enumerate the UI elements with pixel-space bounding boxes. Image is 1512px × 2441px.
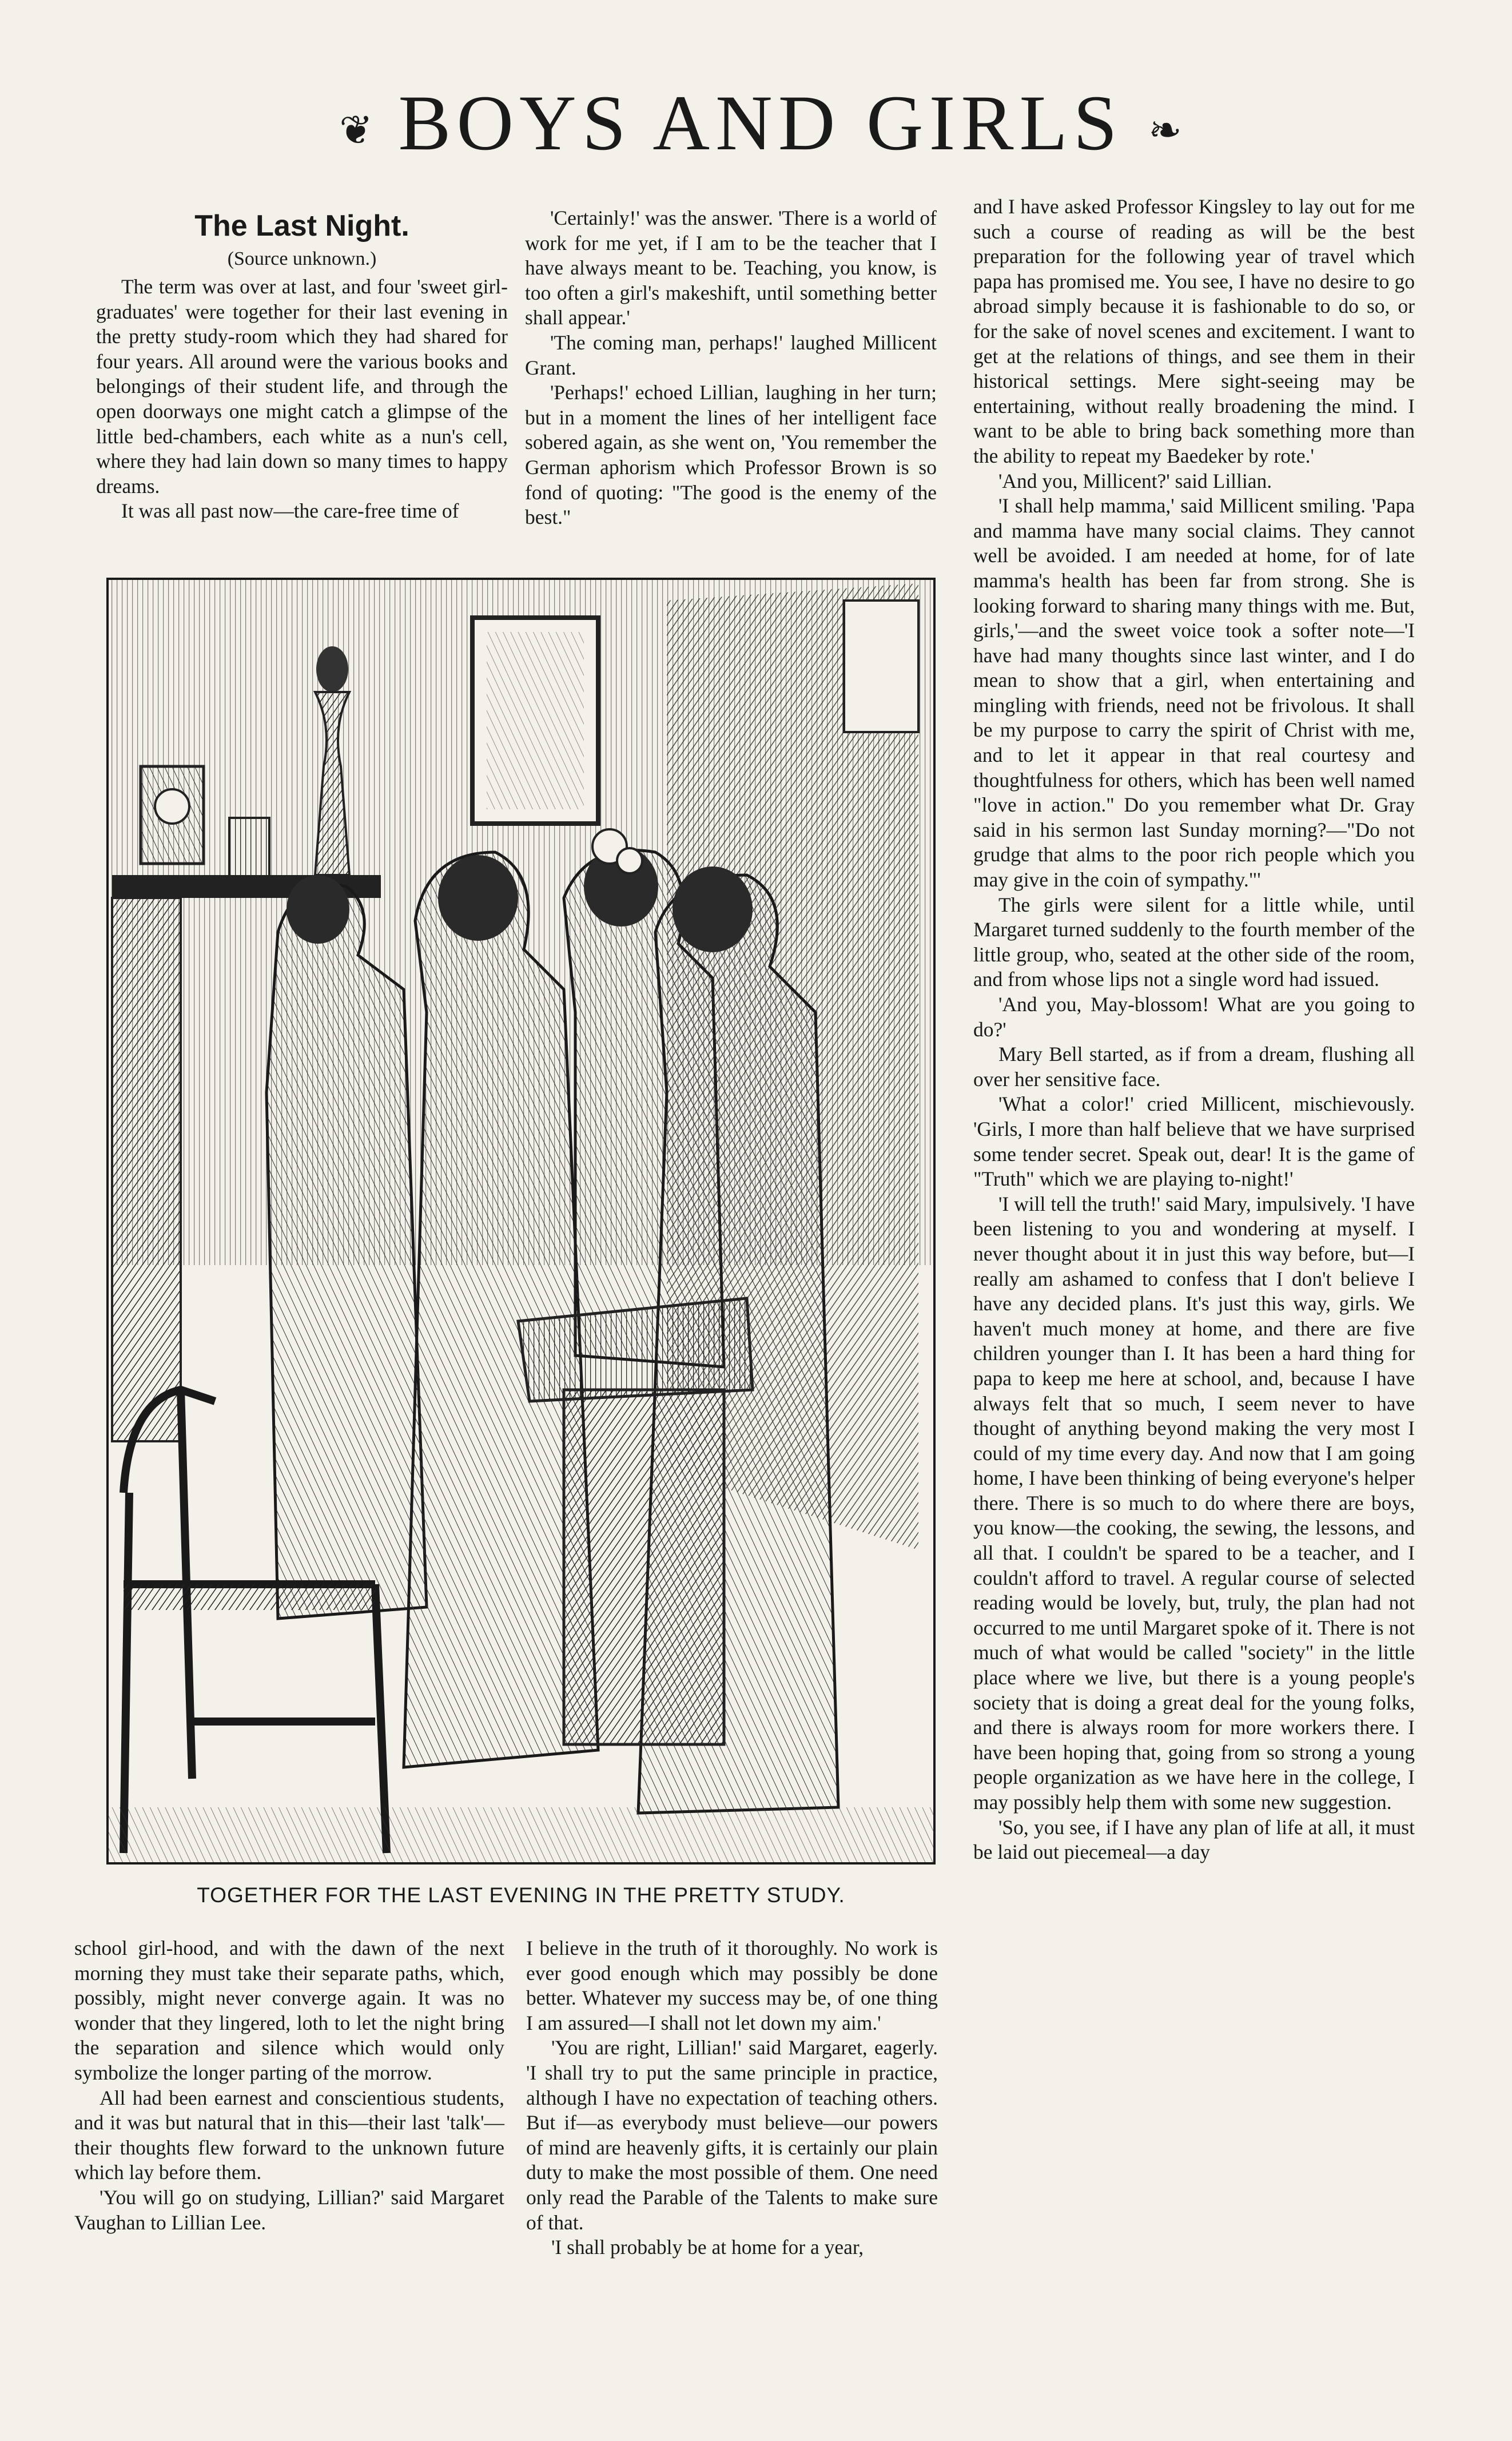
paragraph: 'What a color!' cried Millicent, mischievously. 'Girls, I more than half believe that we have surprised some tender secret. Speak out, dear! It is the game of "Truth" which we are playing to-night!' [973,1092,1415,1191]
paragraph: Mary Bell started, as if from a dream, flushing all over her sensitive face. [973,1043,1415,1091]
article-title: The Last Night. [194,209,409,242]
paragraph: It was all past now—the care-free time of [121,499,459,523]
paragraph: The girls were silent for a little while, until Margaret turned suddenly to the fourth member of the little group, who, seated at the other side of the room, and from whose lips not a single word had issued. [973,893,1415,991]
paragraph: All had been earnest and conscientious students, and it was but natural that in this—their last 'talk'—their thoughts flew forward to the unknown future which lay before them. [74,2086,504,2184]
paragraph: 'I shall probably be at home for a year, [551,2236,864,2259]
column-1-bottom [74,1936,504,2235]
engraving-illustration [106,578,936,1864]
column-1-top [96,206,508,524]
paragraph: 'And you, May-blossom! What are you going to do?' [973,993,1415,1041]
paragraph: 'I will tell the truth!' said Mary, impulsively. 'I have been listening to you and wondering at myself. I never thought about it in just this way before, but—I really am ashamed to confess that I don't believe I have any decided plans. It's just this way, girls. We haven't much money at home, and there are five children younger than I. It has been a hard thing for papa to keep me here at school, and, because I have always felt that so much, I seem never to have thought of anything beyond making the very most I could of my time every day. And now that I am going home, I have been thinking of being everyone's helper there. There is so much to do where there are boys, you know—the cooking, the sewing, the lessons, and all that. I couldn't be spared to be a teacher, and I couldn't afford to travel. A regular course of selected reading would be lovely, but, truly, the plan had not occurred to me until Margaret spoke of it. There is not much of what would be called "society" in the little place where we live, but there is a young people's society that is doing a great deal for the young folks, and there is always room for more workers there. I have been hoping that, going from so strong a young people organization as we have here in the college, I may possibly help them with some new suggestion. [973,1192,1415,1814]
section-masthead [297,74,1224,172]
left-ornament-icon: ❦ [339,109,373,153]
paragraph: I believe in the truth of it thoroughly. No work is ever good enough which may possibly be done better. Whatever my success may be, of one thing I am assured—I shall not let down my aim.' [526,1937,938,2034]
illustration-caption: TOGETHER FOR THE LAST EVENING IN THE PRETTY STUDY. [197,1883,845,1907]
column-2-top [525,206,937,530]
paragraph: 'The coming man, perhaps!' laughed Millicent Grant. [525,331,937,379]
paragraph: 'You are right, Lillian!' said Margaret, eagerly. 'I shall try to put the same principle in practice, although I have no expectation of teaching others. But if—as everybody must believe—our powers of mind are heavenly gifts, it is certainly our plain duty to make the most possible of them. One need only read the Parable of the Talents to make sure of that. [526,2036,938,2234]
column-2-bottom [526,1936,938,2260]
column-3 [973,194,1415,1865]
article-source: (Source unknown.) [227,248,377,269]
right-ornament-icon: ❧ [1148,109,1182,153]
paragraph: and I have asked Professor Kingsley to lay out for me such a course of reading as will be the best preparation for the following year of travel which papa has promised me. You see, I have no desire to go abroad simply because it is fashionable to do so, or for the sake of novel scenes and excitement. I want to get at the relations of things, and see them in their historical settings. Mere sight-seeing may be entertaining, without really broadening the mind. I want to be able to bring back something more than the ability to repeat my Baedeker by rote.' [973,195,1415,467]
paragraph: 'I shall help mamma,' said Millicent smiling. 'Papa and mamma have many social claims. They cannot well be avoided. I am needed at home, for of late mamma's health has been far from strong. She is looking forward to sharing many things with me. But, girls,'—and the sweet voice took a softer note—'I have had many thoughts since last winter, and I do mean to show that a girl, when entertaining and mingling with friends, need not be frivolous. It shall be my purpose to carry the spirit of Christ with me, and to let it appear in that real courtesy and thoughtfulness for others, which has been well named "love in action." Do you remember what Dr. Gray said in his sermon last Sunday morning?—"Do not grudge that alms to the poor rich people which you may give in the coin of sympathy."' [973,494,1415,892]
paragraph: The term was over at last, and four 'sweet girl-graduates' were together for their last evening in the pretty study-room which they had shared for four years. All around were the various books and belongings of their student life, and through the open doorways one might catch a glimpse of the little bed-chambers, each white as a nun's cell, where they had lain down so many times to happy dreams. [96,275,508,498]
section-title: BOYS AND GIRLS [398,79,1123,166]
paragraph: 'So, you see, if I have any plan of life at all, it must be laid out piecemeal—a day [973,1815,1415,1864]
paragraph: 'Perhaps!' echoed Lillian, laughing in her turn; but in a moment the lines of her intelligent face sobered again, as she went on, 'You remember the German aphorism which Professor Brown is so fond of quoting: "The good is the enemy of the best." [525,381,937,529]
paragraph: school girl-hood, and with the dawn of the next morning they must take their separate paths, which, possibly, might never converge again. It was no wonder that they lingered, loth to let the night bring the separation and silence which would only symbolize the longer parting of the morrow. [74,1937,504,2084]
paragraph: 'You will go on studying, Lillian?' said Margaret Vaughan to Lillian Lee. [74,2185,504,2234]
paragraph: 'And you, Millicent?' said Lillian. [998,469,1272,492]
paragraph: 'Certainly!' was the answer. 'There is a world of work for me yet, if I am to be the teacher that I have always meant to be. Teaching, you know, is too often a girl's makeshift, until something better shall appear.' [525,206,937,329]
